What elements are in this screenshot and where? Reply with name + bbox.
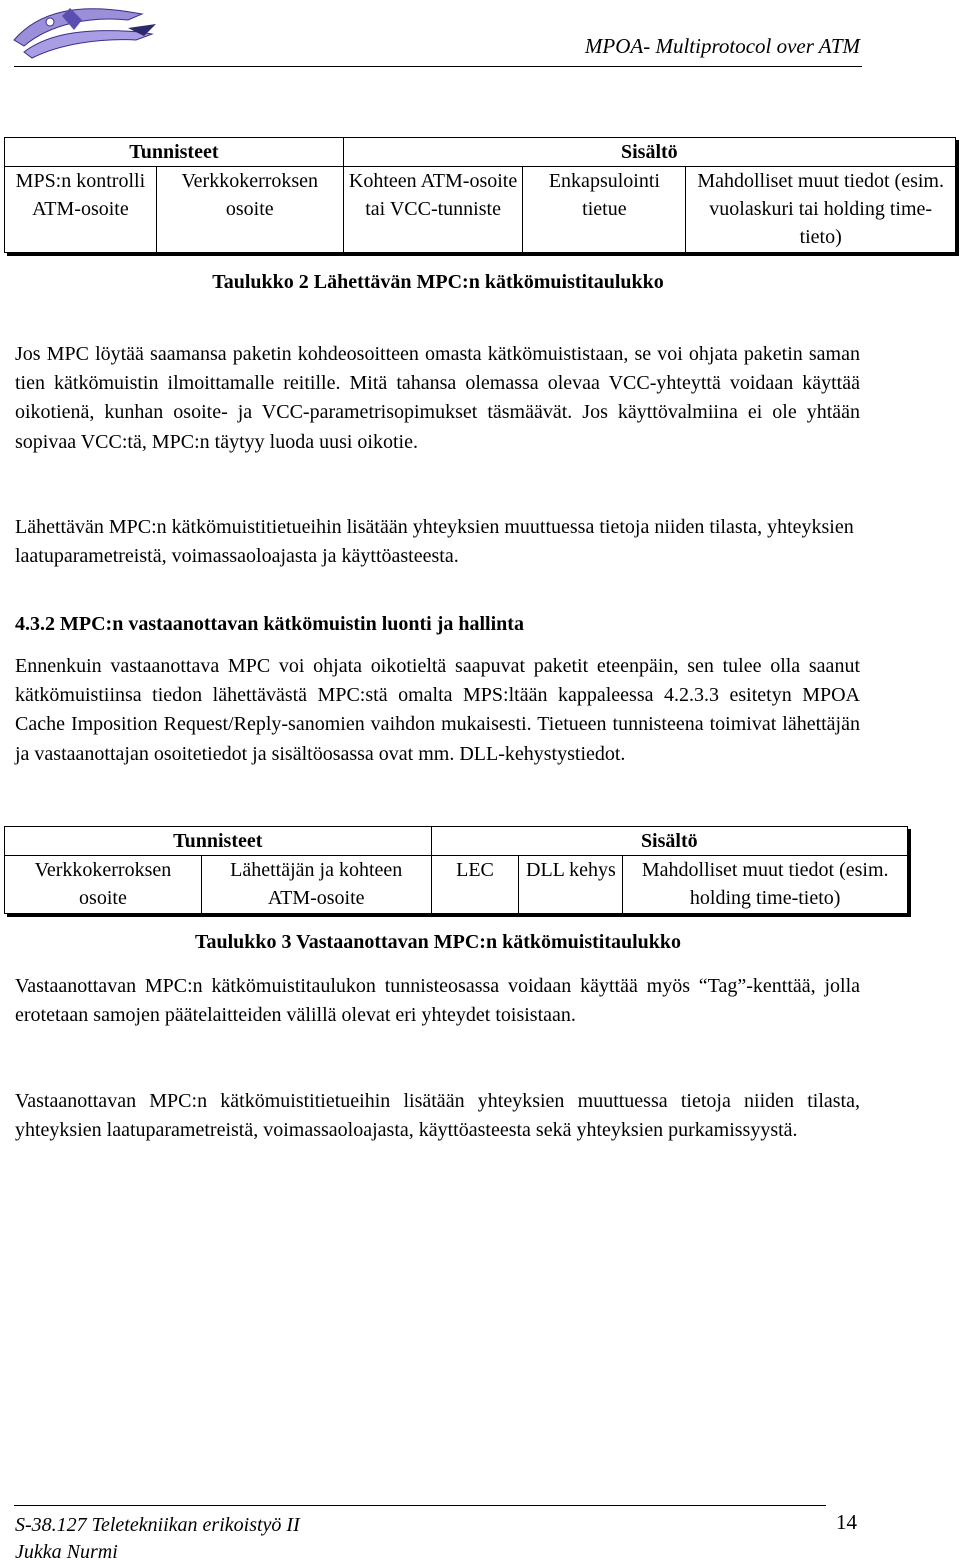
table-cell: Mahdolliset muut tiedot (esim. vuolaskuri tai holding time-tieto) bbox=[686, 167, 956, 253]
table-cell: Lähettäjän ja kohteen ATM-osoite bbox=[201, 856, 431, 914]
table-receiver-cache bbox=[4, 826, 908, 914]
paragraph: Ennenkuin vastaanottava MPC voi ohjata oikotieltä saapuvat paketit eteenpäin, sen tulee olla saanut kätkömuistiinsa tiedon lähettävästä MPC:stä omalta MPS:ltään kappaleessa 4.2.3.3 esitetyn MPOA Cache Imposition Request/Reply-sanomien vaihdon mukaisesti. Tietueen tunnisteena toimivat lähettäjän ja vastaanottajan osoitetiedot ja sisältöosassa ovat mm. DLL-kehystystiedot. bbox=[15, 655, 860, 765]
section-heading: 4.3.2 MPC:n vastaanottavan kätkömuistin luonti ja hallinta bbox=[15, 613, 524, 635]
paragraph: Vastaanottavan MPC:n kätkömuistitaulukon tunnisteosassa voidaan käyttää myös “Tag”-kenttää, jolla erotetaan samojen päätelaitteiden välillä olevat eri yhteydet toisistaan. bbox=[15, 975, 860, 1027]
header-divider bbox=[14, 66, 862, 67]
table-caption: Taulukko 3 Vastaanottavan MPC:n kätkömuistitaulukko bbox=[194, 931, 682, 953]
table-cell: MPS:n kontrolli ATM-osoite bbox=[5, 167, 157, 253]
table-cell: Enkapsulointi tietue bbox=[523, 167, 686, 253]
table-caption: Taulukko 2 Lähettävän MPC:n kätkömuistitaulukko bbox=[212, 271, 664, 293]
table-group-header: Sisältö bbox=[431, 827, 907, 856]
paragraph: Lähettävän MPC:n kätkömuistitietueihin lisätään yhteyksien muuttuessa tietoja niiden tilasta, yhteyksien laatuparametreistä, voimassaoloajasta ja käyttöasteesta. bbox=[15, 516, 854, 568]
paragraph: Vastaanottavan MPC:n kätkömuistitietueihin lisätään yhteyksien muuttuessa tietoja niiden tilasta, yhteyksien laatuparametreistä, voimassaoloajasta, käyttöasteesta sekä yhteyksien purkamissyystä. bbox=[15, 1090, 860, 1142]
table-cell: Verkkokerroksen osoite bbox=[5, 856, 202, 914]
table-cell: Verkkokerroksen osoite bbox=[156, 167, 343, 253]
table-group-header: Sisältö bbox=[343, 138, 955, 167]
table-sender-cache bbox=[4, 137, 956, 253]
logo-icon bbox=[10, 2, 160, 60]
table-cell: DLL kehys bbox=[519, 856, 623, 914]
document-header-title: MPOA- Multiprotocol over ATM bbox=[584, 34, 860, 58]
table-group-header: Tunnisteet bbox=[5, 827, 432, 856]
table-cell: Mahdolliset muut tiedot (esim. holding time-tieto) bbox=[623, 856, 908, 914]
footer-author: Jukka Nurmi bbox=[15, 1541, 118, 1563]
paragraph: Jos MPC löytää saamansa paketin kohdeosoitteen omasta kätkömuististaan, se voi ohjata paketin saman tien kätkömuistin ilmoittamalle reitille. Mitä tahansa olemassa olevaa VCC-yhteyttä voidaan käyttää oikotienä, kunhan osoite- ja VCC-parametrisopimukset täsmäävät. Jos käyttövalmiina ei ole yhtään sopivaa VCC:tä, MPC:n täytyy luoda uusi oikotie. bbox=[15, 343, 860, 453]
page-number: 14 bbox=[836, 1510, 857, 1534]
table-group-header: Tunnisteet bbox=[5, 138, 344, 167]
footer-course: S-38.127 Teletekniikan erikoistyö II bbox=[15, 1514, 300, 1536]
table-cell: LEC bbox=[431, 856, 519, 914]
table-cell: Kohteen ATM-osoite tai VCC-tunniste bbox=[343, 167, 523, 253]
footer-divider bbox=[14, 1505, 826, 1506]
